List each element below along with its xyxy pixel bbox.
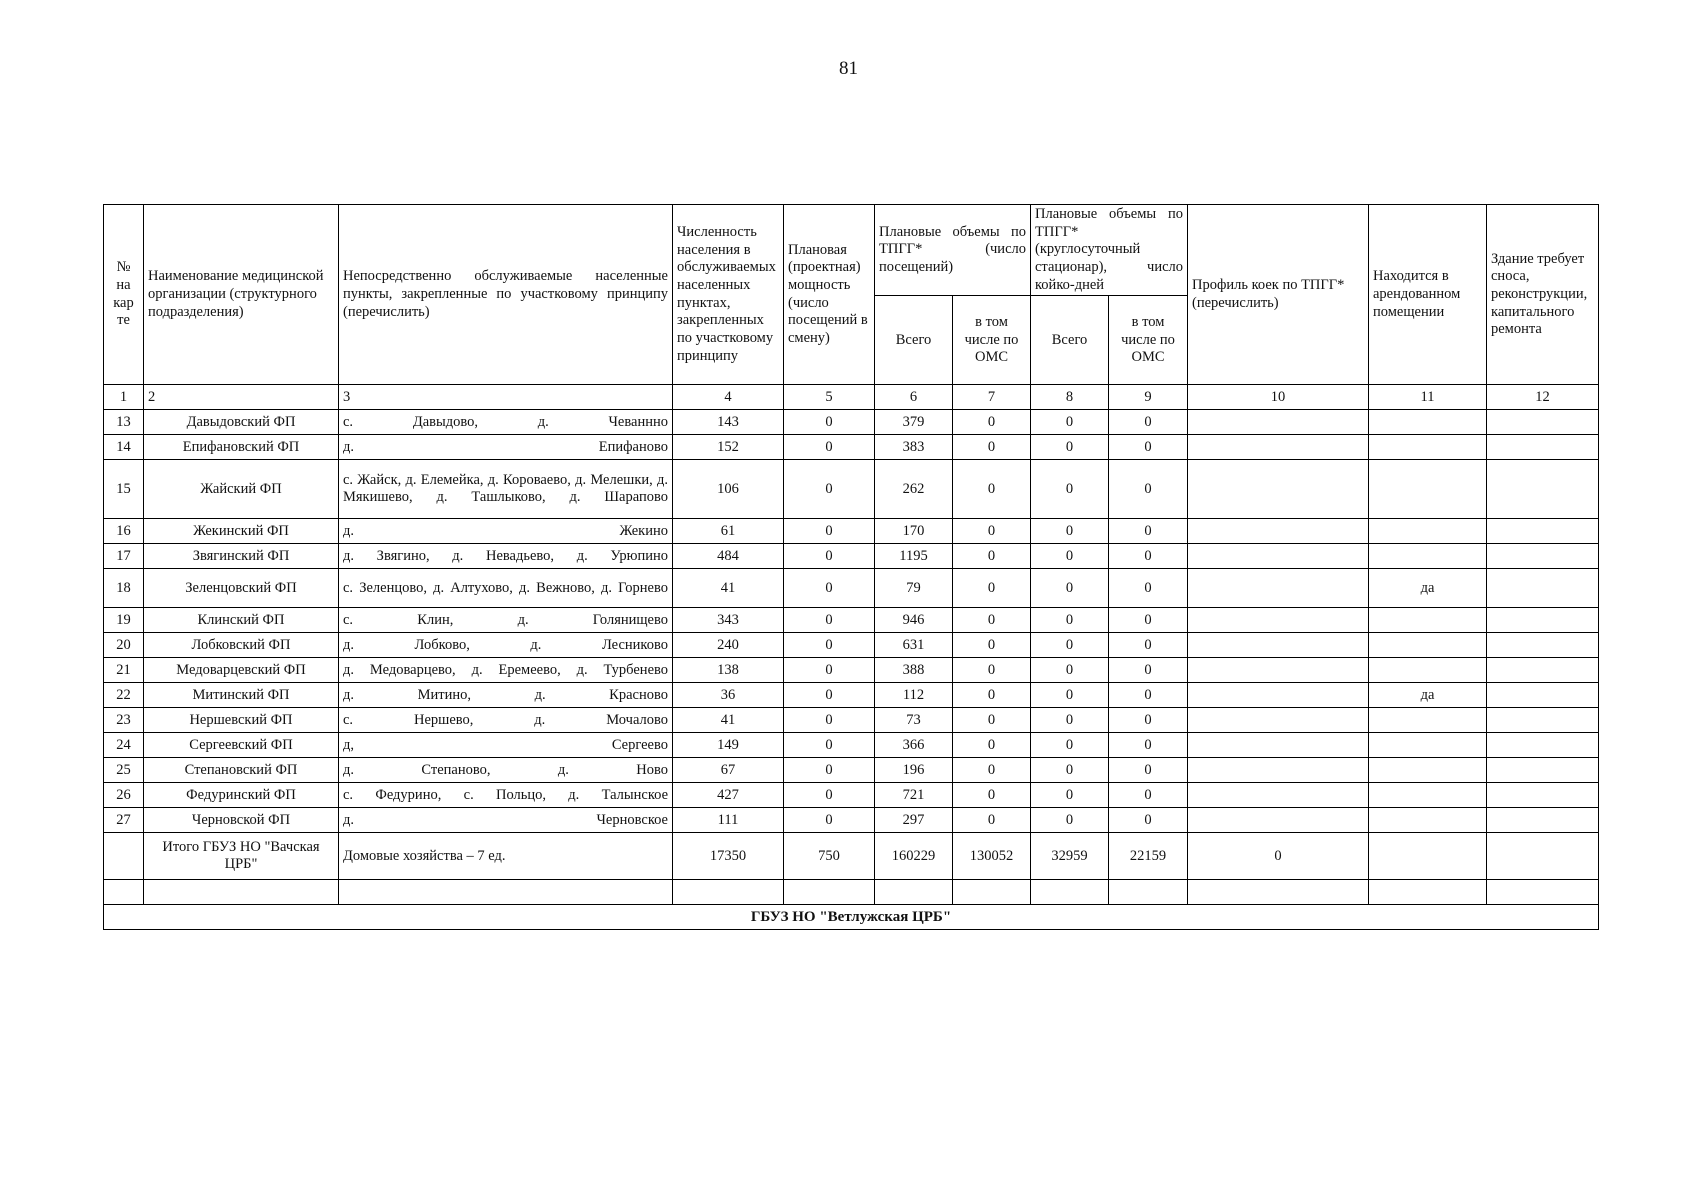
- cell-no: 26: [104, 783, 144, 808]
- cell-beds-oms: 0: [1109, 708, 1188, 733]
- cell-settlements: д. Черновское: [339, 808, 673, 833]
- cell-beds-total: 0: [1031, 758, 1109, 783]
- cell-profile: [1188, 808, 1369, 833]
- cell-name: Черновской ФП: [144, 808, 339, 833]
- cell-name: Жекинский ФП: [144, 519, 339, 544]
- cell-profile: [1188, 658, 1369, 683]
- col-number: 12: [1487, 385, 1599, 410]
- header-visits-oms: в том числе по ОМС: [953, 296, 1031, 385]
- cell-visits-oms: 0: [953, 608, 1031, 633]
- cell-population: 41: [673, 569, 784, 608]
- cell-population: 149: [673, 733, 784, 758]
- total-beds-total: 32959: [1031, 833, 1109, 880]
- cell-beds-total: 0: [1031, 519, 1109, 544]
- cell-demolition: [1487, 733, 1599, 758]
- cell-beds-total: 0: [1031, 608, 1109, 633]
- col-number: 6: [875, 385, 953, 410]
- cell-visits-oms: 0: [953, 683, 1031, 708]
- table-row: [104, 683, 1599, 708]
- cell-profile: [1188, 783, 1369, 808]
- cell-no: 21: [104, 658, 144, 683]
- cell-visits-total: 379: [875, 410, 953, 435]
- total-capacity: 750: [784, 833, 875, 880]
- empty-cell: [144, 880, 339, 905]
- header-inpatient-total: Всего: [1031, 296, 1109, 385]
- cell-settlements: с. Давыдово, д. Чеваннно: [339, 410, 673, 435]
- header-name: Наименование медицинской организации (структурного подразделения): [144, 205, 339, 385]
- cell-capacity: 0: [784, 410, 875, 435]
- table-row: [104, 519, 1599, 544]
- cell-profile: [1188, 708, 1369, 733]
- cell-visits-oms: 0: [953, 544, 1031, 569]
- cell-no: 16: [104, 519, 144, 544]
- cell-profile: [1188, 633, 1369, 658]
- header-visits: Плановые объемы по ТПГГ* (число посещений): [875, 205, 1031, 296]
- table-row: [104, 708, 1599, 733]
- header-demolition: Здание требует сноса, реконструкции, капитального ремонта: [1487, 205, 1599, 385]
- cell-profile: [1188, 683, 1369, 708]
- cell-settlements: с. Клин, д. Голянищево: [339, 608, 673, 633]
- cell-no: 19: [104, 608, 144, 633]
- cell-visits-oms: 0: [953, 435, 1031, 460]
- cell-name: Нершевский ФП: [144, 708, 339, 733]
- total-population: 17350: [673, 833, 784, 880]
- cell-population: 427: [673, 783, 784, 808]
- header-inpatient-oms: в том числе по ОМС: [1109, 296, 1188, 385]
- empty-cell: [104, 880, 144, 905]
- empty-cell: [784, 880, 875, 905]
- cell-visits-oms: 0: [953, 708, 1031, 733]
- total-demolition: [1487, 833, 1599, 880]
- cell-population: 61: [673, 519, 784, 544]
- header-capacity: Плановая (проектная) мощность (число посещений в смену): [784, 205, 875, 385]
- cell-demolition: [1487, 633, 1599, 658]
- cell-visits-total: 262: [875, 460, 953, 519]
- cell-demolition: [1487, 708, 1599, 733]
- empty-cell: [953, 880, 1031, 905]
- total-visits-total: 160229: [875, 833, 953, 880]
- cell-capacity: 0: [784, 435, 875, 460]
- cell-visits-oms: 0: [953, 460, 1031, 519]
- cell-settlements: д. Лобково, д. Лесниково: [339, 633, 673, 658]
- cell-visits-total: 388: [875, 658, 953, 683]
- cell-visits-total: 79: [875, 569, 953, 608]
- cell-beds-oms: 0: [1109, 460, 1188, 519]
- table-row: [104, 569, 1599, 608]
- cell-beds-oms: 0: [1109, 758, 1188, 783]
- header-bed-profile: Профиль коек по ТПГГ* (перечислить): [1188, 205, 1369, 385]
- cell-capacity: 0: [784, 569, 875, 608]
- col-number: 8: [1031, 385, 1109, 410]
- cell-rented: [1369, 435, 1487, 460]
- cell-no: 22: [104, 683, 144, 708]
- cell-beds-total: 0: [1031, 683, 1109, 708]
- empty-cell: [339, 880, 673, 905]
- cell-settlements: д, Сергеево: [339, 733, 673, 758]
- cell-settlements: д. Звягино, д. Невадьево, д. Урюпино: [339, 544, 673, 569]
- cell-name: Степановский ФП: [144, 758, 339, 783]
- cell-visits-oms: 0: [953, 783, 1031, 808]
- cell-beds-oms: 0: [1109, 519, 1188, 544]
- total-rented: [1369, 833, 1487, 880]
- cell-demolition: [1487, 758, 1599, 783]
- cell-beds-oms: 0: [1109, 658, 1188, 683]
- cell-demolition: [1487, 608, 1599, 633]
- cell-beds-total: 0: [1031, 783, 1109, 808]
- cell-beds-total: 0: [1031, 658, 1109, 683]
- empty-cell: [1369, 880, 1487, 905]
- cell-settlements: д. Жекино: [339, 519, 673, 544]
- cell-demolition: [1487, 569, 1599, 608]
- cell-capacity: 0: [784, 608, 875, 633]
- cell-rented: [1369, 758, 1487, 783]
- cell-beds-total: 0: [1031, 708, 1109, 733]
- cell-beds-total: 0: [1031, 808, 1109, 833]
- cell-demolition: [1487, 435, 1599, 460]
- col-number: 10: [1188, 385, 1369, 410]
- cell-profile: [1188, 569, 1369, 608]
- cell-population: 152: [673, 435, 784, 460]
- cell-beds-total: 0: [1031, 410, 1109, 435]
- cell-no: 27: [104, 808, 144, 833]
- total-row: [104, 833, 1599, 880]
- empty-row: [104, 880, 1599, 905]
- cell-rented: да: [1369, 569, 1487, 608]
- cell-rented: [1369, 658, 1487, 683]
- cell-no: 23: [104, 708, 144, 733]
- cell-beds-oms: 0: [1109, 435, 1188, 460]
- cell-capacity: 0: [784, 460, 875, 519]
- cell-capacity: 0: [784, 633, 875, 658]
- cell-settlements: с. Федурино, с. Польцо, д. Талынское: [339, 783, 673, 808]
- total-name: Итого ГБУЗ НО "Вачская ЦРБ": [144, 833, 339, 880]
- cell-population: 143: [673, 410, 784, 435]
- cell-profile: [1188, 544, 1369, 569]
- cell-visits-total: 297: [875, 808, 953, 833]
- col-number: 5: [784, 385, 875, 410]
- cell-name: Епифановский ФП: [144, 435, 339, 460]
- cell-beds-total: 0: [1031, 435, 1109, 460]
- cell-beds-oms: 0: [1109, 808, 1188, 833]
- cell-rented: да: [1369, 683, 1487, 708]
- cell-settlements: с. Жайск, д. Елемейка, д. Короваево, д. Мелешки, д. Мякишево, д. Ташлыково, д. Шарапово: [339, 460, 673, 519]
- cell-beds-oms: 0: [1109, 544, 1188, 569]
- table-row: [104, 608, 1599, 633]
- cell-rented: [1369, 608, 1487, 633]
- cell-demolition: [1487, 519, 1599, 544]
- col-number: 3: [339, 385, 673, 410]
- col-number: 4: [673, 385, 784, 410]
- cell-settlements: с. Зеленцово, д. Алтухово, д. Вежново, д. Горнево: [339, 569, 673, 608]
- col-number: 9: [1109, 385, 1188, 410]
- cell-no: 17: [104, 544, 144, 569]
- cell-visits-oms: 0: [953, 808, 1031, 833]
- section-row: [104, 905, 1599, 930]
- cell-name: Сергеевский ФП: [144, 733, 339, 758]
- cell-visits-total: 196: [875, 758, 953, 783]
- cell-profile: [1188, 733, 1369, 758]
- header-population: Численность населения в обслуживаемых населенных пунктах, закрепленных по участковому принципу: [673, 205, 784, 385]
- cell-visits-oms: 0: [953, 569, 1031, 608]
- cell-name: Медоварцевский ФП: [144, 658, 339, 683]
- table-row: [104, 460, 1599, 519]
- cell-profile: [1188, 435, 1369, 460]
- cell-visits-total: 73: [875, 708, 953, 733]
- cell-visits-total: 112: [875, 683, 953, 708]
- page-number: 81: [839, 58, 858, 79]
- cell-visits-oms: 0: [953, 410, 1031, 435]
- cell-no: 18: [104, 569, 144, 608]
- header-no: № на кар те: [104, 205, 144, 385]
- cell-name: Жайский ФП: [144, 460, 339, 519]
- cell-visits-total: 631: [875, 633, 953, 658]
- cell-settlements: д. Медоварцево, д. Еремеево, д. Турбенево: [339, 658, 673, 683]
- cell-profile: [1188, 608, 1369, 633]
- cell-beds-oms: 0: [1109, 683, 1188, 708]
- header-inpatient: Плановые объемы по ТПГГ* (круглосуточный стационар), число койко-дней: [1031, 205, 1188, 296]
- cell-rented: [1369, 633, 1487, 658]
- cell-visits-oms: 0: [953, 733, 1031, 758]
- cell-capacity: 0: [784, 808, 875, 833]
- header-settlements: Непосредственно обслуживаемые населенные пункты, закрепленные по участковому принципу (перечислить): [339, 205, 673, 385]
- cell-visits-total: 383: [875, 435, 953, 460]
- cell-capacity: 0: [784, 658, 875, 683]
- cell-population: 240: [673, 633, 784, 658]
- column-number-row: [104, 385, 1599, 410]
- cell-capacity: 0: [784, 783, 875, 808]
- cell-population: 106: [673, 460, 784, 519]
- cell-beds-oms: 0: [1109, 633, 1188, 658]
- cell-rented: [1369, 783, 1487, 808]
- empty-cell: [1487, 880, 1599, 905]
- cell-visits-total: 1195: [875, 544, 953, 569]
- cell-profile: [1188, 758, 1369, 783]
- table-row: [104, 808, 1599, 833]
- header-rented: Находится в арендованном помещении: [1369, 205, 1487, 385]
- cell-visits-total: 721: [875, 783, 953, 808]
- total-no: [104, 833, 144, 880]
- empty-cell: [875, 880, 953, 905]
- table-row: [104, 733, 1599, 758]
- cell-profile: [1188, 410, 1369, 435]
- cell-beds-total: 0: [1031, 569, 1109, 608]
- cell-demolition: [1487, 808, 1599, 833]
- table-row: [104, 758, 1599, 783]
- col-number: 7: [953, 385, 1031, 410]
- cell-demolition: [1487, 544, 1599, 569]
- cell-visits-total: 366: [875, 733, 953, 758]
- cell-rented: [1369, 808, 1487, 833]
- cell-visits-oms: 0: [953, 758, 1031, 783]
- cell-capacity: 0: [784, 519, 875, 544]
- cell-beds-oms: 0: [1109, 733, 1188, 758]
- cell-demolition: [1487, 683, 1599, 708]
- cell-population: 138: [673, 658, 784, 683]
- table-row: [104, 783, 1599, 808]
- cell-visits-total: 946: [875, 608, 953, 633]
- cell-name: Митинский ФП: [144, 683, 339, 708]
- total-profile: 0: [1188, 833, 1369, 880]
- table-row: [104, 410, 1599, 435]
- cell-beds-oms: 0: [1109, 410, 1188, 435]
- cell-beds-total: 0: [1031, 633, 1109, 658]
- total-settlements: Домовые хозяйства – 7 ед.: [339, 833, 673, 880]
- cell-capacity: 0: [784, 758, 875, 783]
- cell-profile: [1188, 519, 1369, 544]
- col-number: 11: [1369, 385, 1487, 410]
- cell-rented: [1369, 544, 1487, 569]
- table-row: [104, 633, 1599, 658]
- cell-profile: [1188, 460, 1369, 519]
- cell-beds-oms: 0: [1109, 608, 1188, 633]
- cell-no: 25: [104, 758, 144, 783]
- empty-cell: [1109, 880, 1188, 905]
- cell-population: 484: [673, 544, 784, 569]
- cell-name: Лобковский ФП: [144, 633, 339, 658]
- cell-settlements: д. Митино, д. Красново: [339, 683, 673, 708]
- cell-visits-oms: 0: [953, 658, 1031, 683]
- cell-settlements: д. Епифаново: [339, 435, 673, 460]
- cell-beds-oms: 0: [1109, 569, 1188, 608]
- cell-population: 67: [673, 758, 784, 783]
- header-row-1: [104, 205, 1599, 296]
- empty-cell: [1188, 880, 1369, 905]
- cell-name: Федуринский ФП: [144, 783, 339, 808]
- empty-cell: [673, 880, 784, 905]
- cell-no: 15: [104, 460, 144, 519]
- table-row: [104, 435, 1599, 460]
- cell-capacity: 0: [784, 544, 875, 569]
- cell-demolition: [1487, 658, 1599, 683]
- cell-rented: [1369, 733, 1487, 758]
- cell-population: 111: [673, 808, 784, 833]
- section-title: ГБУЗ НО "Ветлужская ЦРБ": [104, 905, 1599, 930]
- table-row: [104, 544, 1599, 569]
- cell-capacity: 0: [784, 683, 875, 708]
- cell-capacity: 0: [784, 733, 875, 758]
- empty-cell: [1031, 880, 1109, 905]
- header-visits-total: Всего: [875, 296, 953, 385]
- cell-beds-total: 0: [1031, 544, 1109, 569]
- cell-name: Клинский ФП: [144, 608, 339, 633]
- cell-no: 13: [104, 410, 144, 435]
- cell-settlements: с. Нершево, д. Мочалово: [339, 708, 673, 733]
- cell-visits-oms: 0: [953, 519, 1031, 544]
- cell-beds-total: 0: [1031, 733, 1109, 758]
- cell-demolition: [1487, 410, 1599, 435]
- cell-rented: [1369, 519, 1487, 544]
- cell-no: 14: [104, 435, 144, 460]
- cell-visits-total: 170: [875, 519, 953, 544]
- cell-rented: [1369, 460, 1487, 519]
- col-number: 1: [104, 385, 144, 410]
- cell-rented: [1369, 410, 1487, 435]
- total-visits-oms: 130052: [953, 833, 1031, 880]
- cell-name: Звягинский ФП: [144, 544, 339, 569]
- cell-capacity: 0: [784, 708, 875, 733]
- cell-demolition: [1487, 783, 1599, 808]
- cell-beds-total: 0: [1031, 460, 1109, 519]
- cell-population: 343: [673, 608, 784, 633]
- cell-name: Давыдовский ФП: [144, 410, 339, 435]
- cell-no: 20: [104, 633, 144, 658]
- total-beds-oms: 22159: [1109, 833, 1188, 880]
- cell-name: Зеленцовский ФП: [144, 569, 339, 608]
- cell-visits-oms: 0: [953, 633, 1031, 658]
- cell-beds-oms: 0: [1109, 783, 1188, 808]
- cell-no: 24: [104, 733, 144, 758]
- facilities-table: [103, 204, 1599, 930]
- col-number: 2: [144, 385, 339, 410]
- cell-demolition: [1487, 460, 1599, 519]
- cell-population: 36: [673, 683, 784, 708]
- cell-rented: [1369, 708, 1487, 733]
- cell-population: 41: [673, 708, 784, 733]
- cell-settlements: д. Степаново, д. Ново: [339, 758, 673, 783]
- table-row: [104, 658, 1599, 683]
